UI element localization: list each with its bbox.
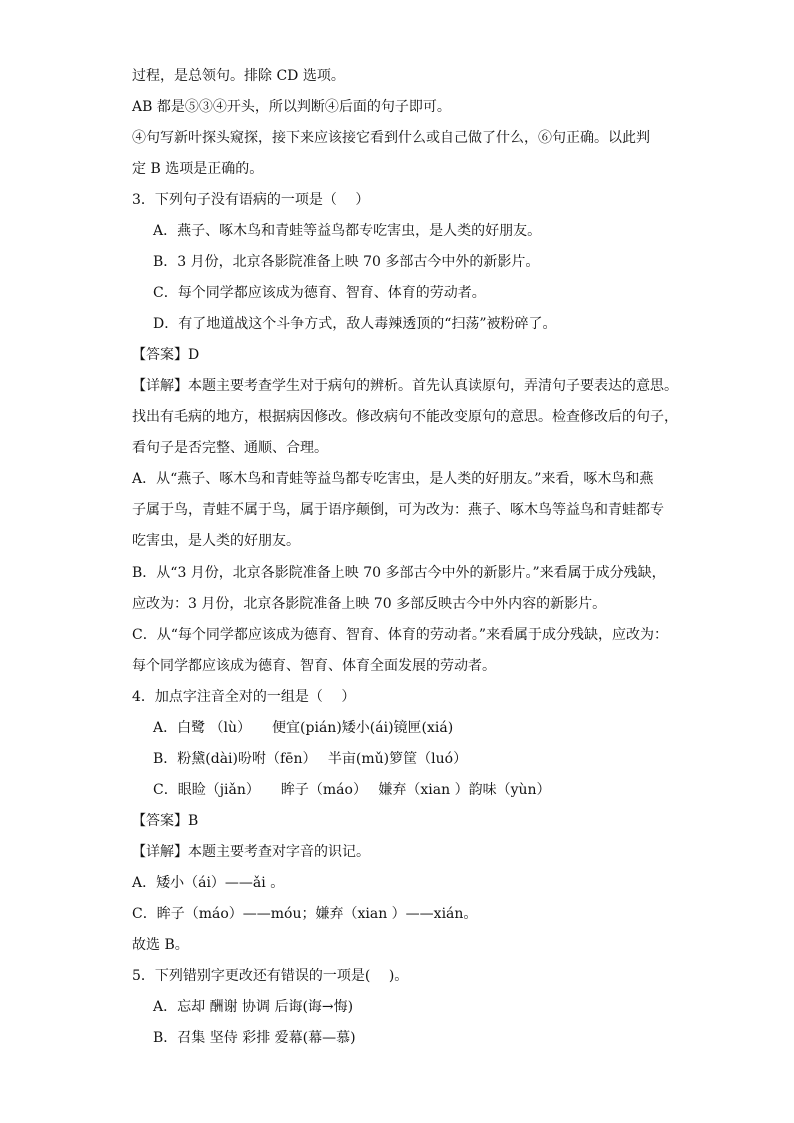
option-a: A．燕子、啄木鸟和青蛙等益鸟都专吃害虫，是人类的好朋友。	[153, 223, 542, 239]
text-line: ④句写新叶探头窥探，接下来应该接它看到什么或自己做了什么，⑥句正确。以此判	[132, 130, 650, 146]
explanation-line: 故选 B。	[132, 937, 189, 953]
option-c: C．眼睑（jiǎn） 眸子（máo） 嫌弃（xian ）韵味（yùn）	[153, 782, 551, 798]
answer-label: 【答案】B	[132, 813, 199, 829]
question-3: 3．下列句子没有语病的一项是（ ）	[132, 192, 370, 208]
explanation-line: 子属于鸟，青蛙不属于鸟，属于语序颠倒，可为改为：燕子、啄木鸟等益鸟和青蛙都专	[132, 502, 664, 518]
option-b: B．召集 坚侍 彩排 爱幕(幕—慕)	[153, 1030, 356, 1046]
explanation-line: 【详解】本题主要考查学生对于病句的辨析。首先认真读原句，弄清句子要表达的意思。	[132, 378, 678, 394]
explanation-line: B．从“3 月份，北京各影院准备上映 70 多部古今中外的新影片。”来看属于成分残缺，	[132, 565, 666, 581]
explanation-line: C．从“每个同学都应该成为德育、智育、体育的劳动者。”来看属于成分残缺，应改为：	[132, 627, 669, 643]
text-line: 过程，是总领句。排除 CD 选项。	[132, 68, 345, 84]
answer-label: 【答案】D	[132, 347, 200, 363]
question-5: 5．下列错别字更改还有错误的一项是( )。	[132, 968, 409, 984]
explanation-line: A．矮小（ái）——ǎi 。	[132, 875, 285, 891]
explanation-line: 每个同学都应该成为德育、智育、体育全面发展的劳动者。	[132, 658, 496, 674]
option-d: D．有了地道战这个斗争方式，敌人毒辣透顶的“扫荡”被粉碎了。	[153, 316, 557, 332]
explanation-line: 应改为：3 月份，北京各影院准备上映 70 多部反映古今中外内容的新影片。	[132, 596, 607, 612]
option-a: A．白鹭 （lù） 便宜(pián)矮小(ái)镜匣(xiá)	[153, 720, 454, 736]
text-line: AB 都是⑤③④开头，所以判断④后面的句子即可。	[132, 99, 451, 115]
explanation-line: 看句子是否完整、通顺、合理。	[132, 440, 328, 456]
option-b: B．3 月份，北京各影院准备上映 70 多部古今中外的新影片。	[153, 254, 540, 270]
explanation-line: 【详解】本题主要考查对字音的识记。	[132, 844, 370, 860]
explanation-line: A．从“燕子、啄木鸟和青蛙等益鸟都专吃害虫，是人类的好朋友。”来看，啄木鸟和燕	[132, 471, 654, 487]
option-c: C．每个同学都应该成为德育、智育、体育的劳动者。	[153, 285, 486, 301]
explanation-line: 吃害虫，是人类的好朋友。	[132, 533, 300, 549]
text-line: 定 B 选项是正确的。	[132, 161, 264, 177]
question-4: 4．加点字注音全对的一组是（ ）	[132, 689, 356, 705]
explanation-line: 找出有毛病的地方，根据病因修改。修改病句不能改变原句的意思。检查修改后的句子，	[132, 409, 678, 425]
option-b: B．粉黛(dài)吩咐（fēn） 半亩(mǔ)箩筐（luó）	[153, 751, 468, 767]
option-a: A．忘却 酬谢 协调 后诲(诲→悔)	[153, 999, 354, 1015]
explanation-line: C．眸子（máo）——móu；嫌弃（xian ）——xián。	[132, 906, 478, 922]
